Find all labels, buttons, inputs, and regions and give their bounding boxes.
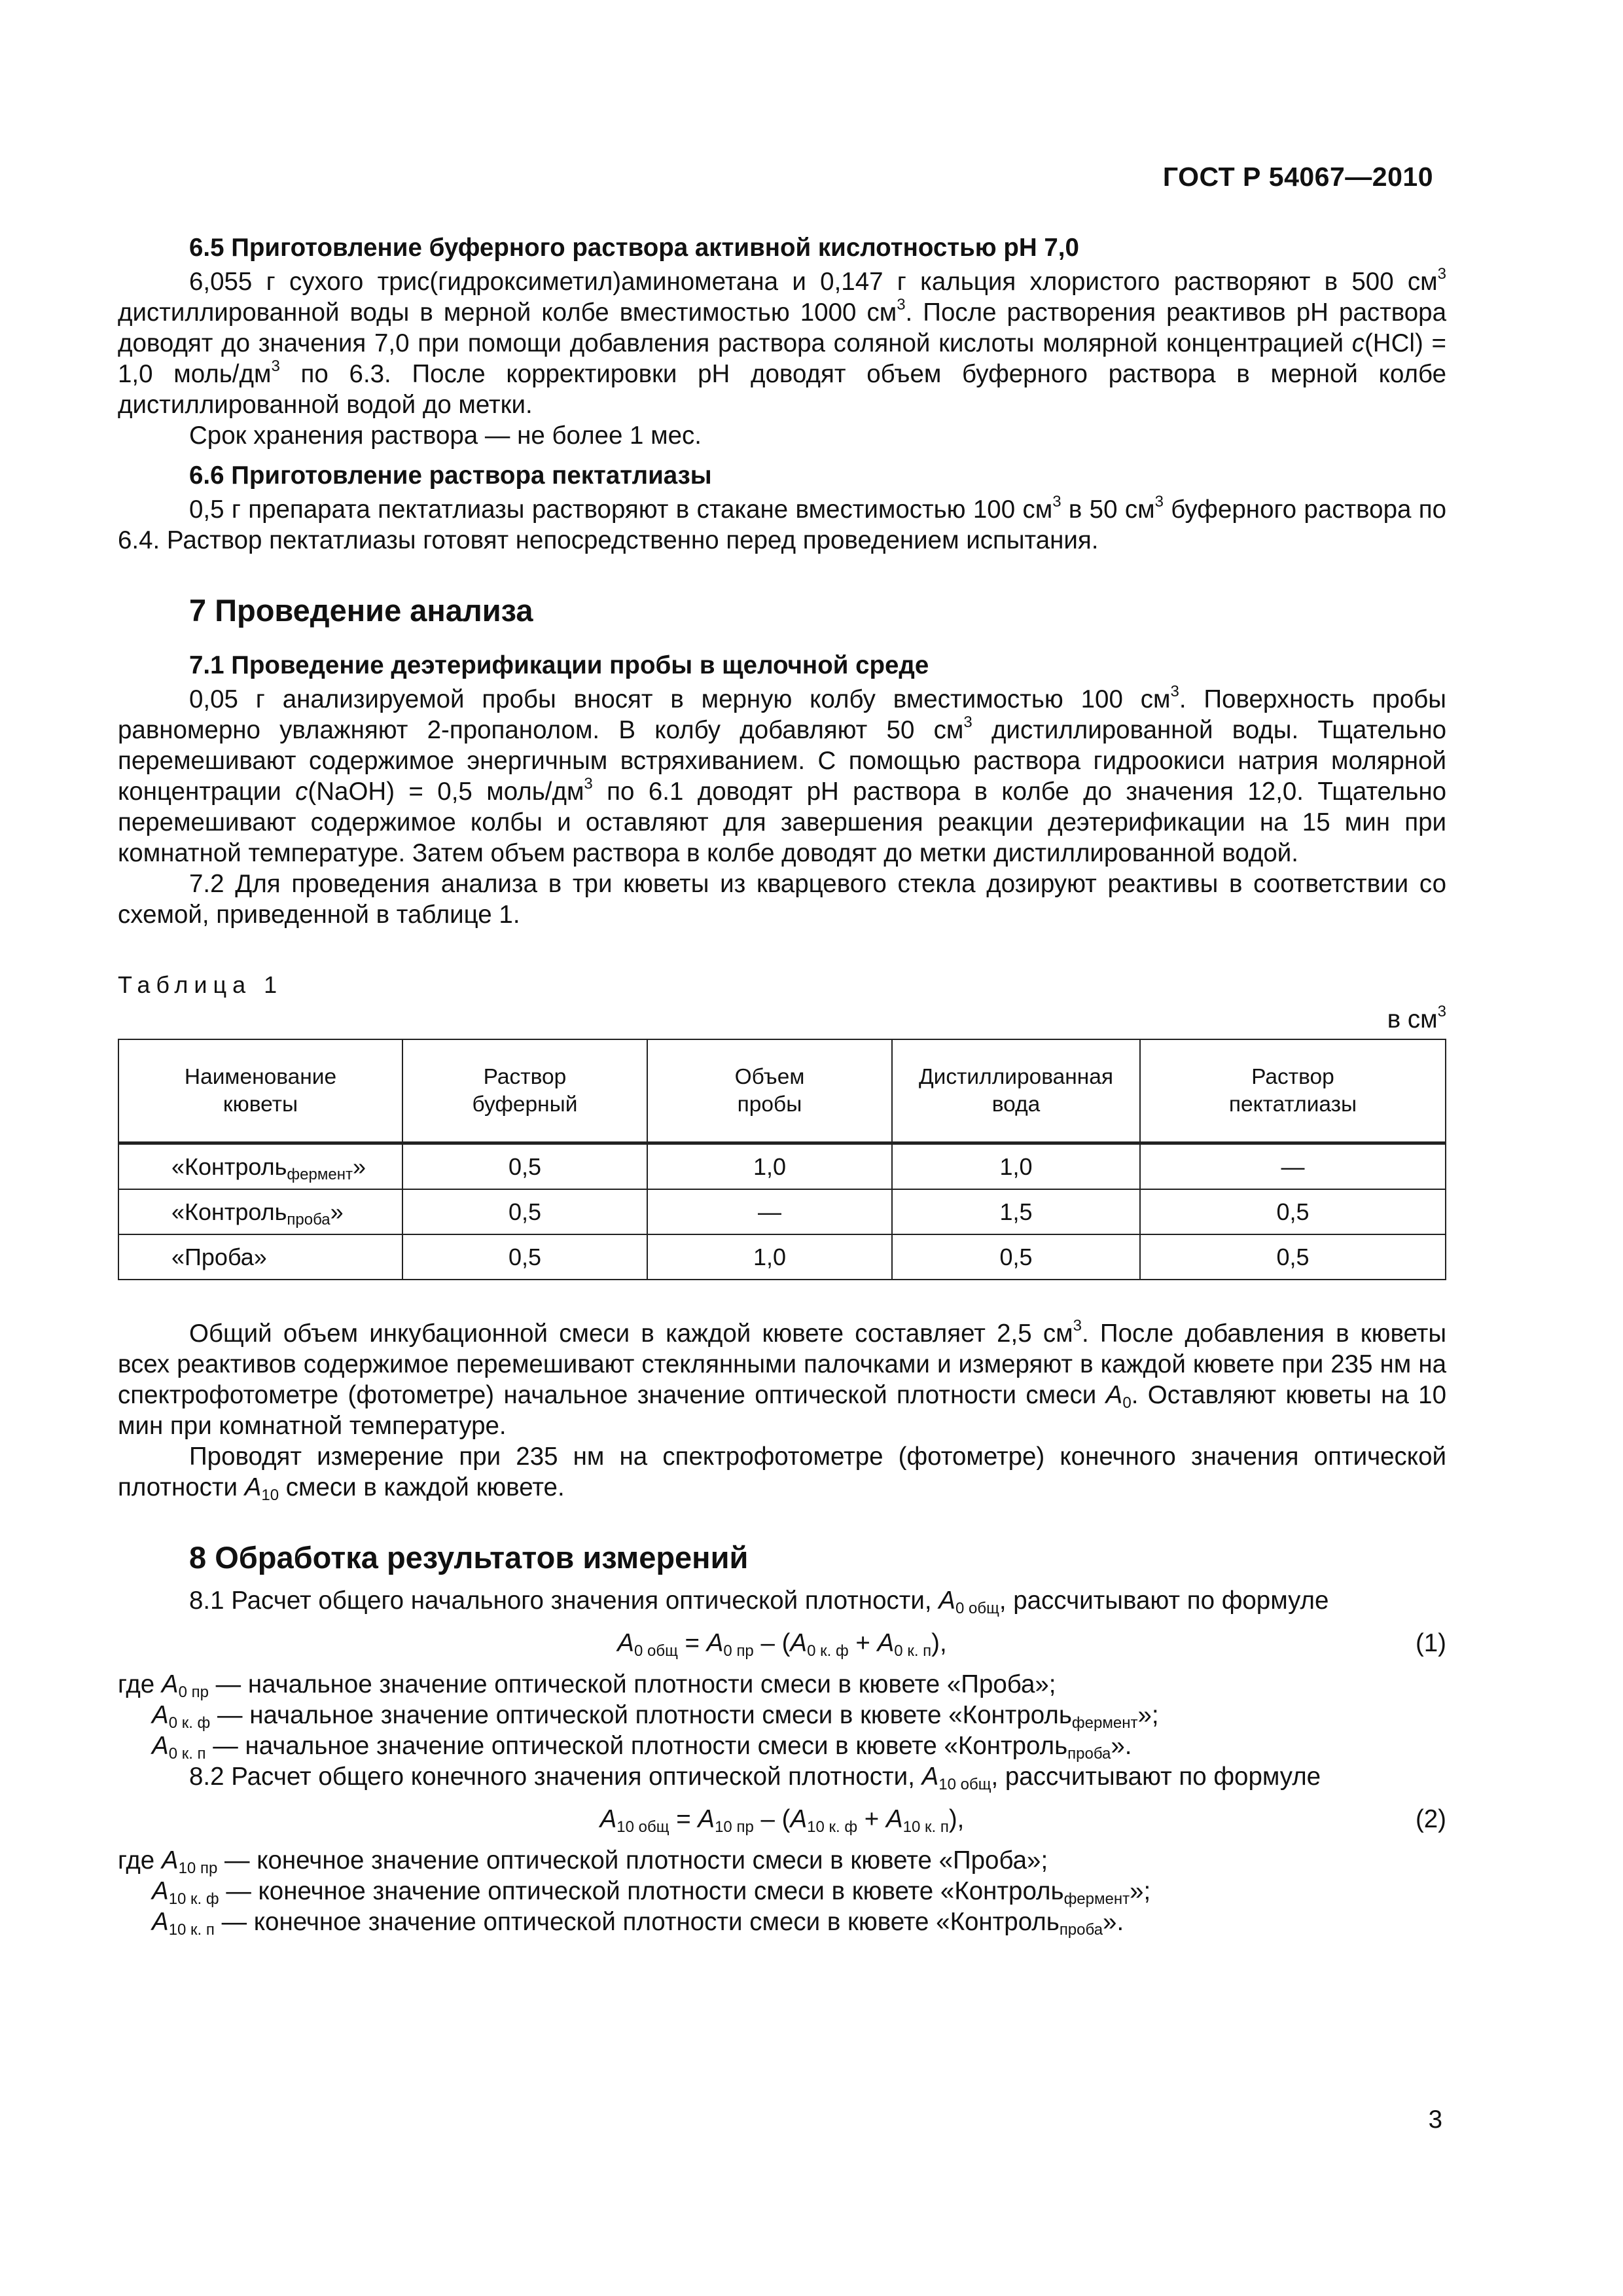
section-6-6-paragraph: 0,5 г препарата пектатлиазы растворяют в стакане вместимостью 100 $см^3$ в 50 $см^3$ буферного раствора по 6.4. Раствор пектатлиазы готовят непосредственно перед проведением испытания. xyxy=(118,493,1446,554)
section-6-5-storage: Срок хранения раствора — не более 1 мес. xyxy=(189,422,702,450)
header-cell: Объем пробы xyxy=(647,1039,892,1143)
table-cell: 1,0 xyxy=(647,1143,892,1190)
header-cell: Дистиллированная вода xyxy=(892,1039,1140,1143)
section-8-2-paragraph: 8.2 Расчет общего конечного значения оптической плотности, $A_{10 общ}$, рассчитывают по формуле xyxy=(189,1763,1321,1793)
cuvette-name: «Контроль$_{проба}$» xyxy=(118,1189,402,1234)
document-code: ГОСТ Р 54067—2010 xyxy=(1162,162,1433,192)
section-6-6-title: 6.6 Приготовление раствора пектатлиазы xyxy=(189,461,712,490)
table-cell: 0,5 xyxy=(1140,1234,1446,1280)
header-cell: Раствор пектатлиазы xyxy=(1140,1039,1446,1143)
table-row xyxy=(118,1234,1446,1280)
section-7-title: 7 Проведение анализа xyxy=(189,593,533,628)
section-7-1-title: 7.1 Проведение деэтерификации пробы в щелочной среде xyxy=(189,651,929,679)
table-cell: 0,5 xyxy=(1140,1189,1446,1234)
table-cell: — xyxy=(1140,1143,1446,1190)
section-7-1-paragraph: 0,05 г анализируемой пробы вносят в мерную колбу вместимостью 100 $см^3$. Поверхность пробы равномерно увлажняют 2-пропанолом. В колбу добавляют 50 $см^3$ дистиллированной воды. Тщательно перемешивают содержимое энергичным встряхиванием. С помощью раствора гидроокиси натрия молярной концентрации c(NaOH) = 0,5 моль/$дм^3$ по 6.1 доводят pH раствора в колбе до значения 12,0. Тщательно перемешивают содержимое колбы и оставляют для завершения реакции деэтерификации на 15 мин при комнатной температуре. Затем объем раствора в колбе доводят до метки дистиллированной водой. xyxy=(118,683,1446,867)
table-row xyxy=(118,1143,1446,1190)
formula-1-where-3: $A_{0 к. п}$ — начальное значение оптической плотности смеси в кювете «Контроль$_{проба}$». xyxy=(152,1732,1132,1763)
table-cell: 1,5 xyxy=(892,1189,1140,1234)
section-6-5-paragraph: 6,055 г сухого трис(гидроксиметил)аминометана и 0,147 г кальция хлористого растворяют в 500 $см^3$ дистиллированной воды в мерной колбе вместимостью 1000 $см^3$. После растворения реактивов pH раствора доводят до значения 7,0 при помощи добавления раствора соляной кислоты молярной концентрацией c(HCl) = 1,0 моль/$дм^3$ по 6.3. После корректировки pH доводят объем буферного раствора в мерной колбе дистиллированной водой до метки. xyxy=(118,265,1447,419)
table-caption: Таблица 1 xyxy=(118,971,283,998)
table-cell: 0,5 xyxy=(892,1234,1140,1280)
table-cell: 0,5 xyxy=(402,1234,647,1280)
formula-2-where-2: $A_{10 к. ф}$ — конечное значение оптической плотности смеси в кювете «Контроль$_{фермент}$»; xyxy=(152,1877,1151,1908)
table-cell: 0,5 xyxy=(402,1189,647,1234)
cuvette-name: «Контроль$_{фермент}$» xyxy=(118,1143,402,1190)
formula-1-where-1: где $A_{0 пр}$ — начальное значение оптической плотности смеси в кювете «Проба»; xyxy=(118,1670,1056,1701)
reagent-table xyxy=(118,1039,1446,1280)
section-6-5-title: 6.5 Приготовление буферного раствора активной кислотностью pH 7,0 xyxy=(189,234,1079,262)
formula-1-expression: $A_{0 общ} = A_{0 пр} - (A_{0 к. ф} + A_{0 к. п})$, xyxy=(617,1629,947,1660)
section-8-title: 8 Обработка результатов измерений xyxy=(189,1540,749,1575)
header-cell: Раствор буферный xyxy=(402,1039,647,1143)
formula-2-where-3: $A_{10 к. п}$ — конечное значение оптической плотности смеси в кювете «Контроль$_{проба}$». xyxy=(152,1908,1124,1939)
formula-1 xyxy=(118,1628,1446,1659)
section-7-2-paragraph: 7.2 Для проведения анализа в три кюветы из кварцевого стекла дозируют реактивы в соответствии со схемой, приведенной в таблице 1. xyxy=(118,870,1446,929)
header-cell: Наименование кюветы xyxy=(118,1039,402,1143)
table-cell: 0,5 xyxy=(402,1143,647,1190)
section-8-1-paragraph: 8.1 Расчет общего начального значения оптической плотности, $A_{0 общ}$, рассчитывают по формуле xyxy=(189,1587,1329,1617)
formula-1-number: (1) xyxy=(1415,1629,1446,1657)
formula-2 xyxy=(118,1804,1446,1835)
document-body xyxy=(118,232,1446,1937)
formula-2-where-1: где $A_{10 пр}$ — конечное значение оптической плотности смеси в кювете «Проба»; xyxy=(118,1846,1048,1877)
table-cell: 1,0 xyxy=(647,1234,892,1280)
formula-2-number: (2) xyxy=(1415,1805,1446,1833)
page-number: 3 xyxy=(1428,2106,1442,2134)
table-cell: 1,0 xyxy=(892,1143,1140,1190)
incubation-paragraph: Общий объем инкубационной смеси в каждой кювете составляет 2,5 $см^3$. После добавления в кюветы всех реактивов содержимое перемешивают стеклянными палочками и измеряют в каждой кювете при 235 нм на спектрофотометре (фотометре) начальное значение оптической плотности смеси $A_0$. Оставляют кюветы на 10 мин при комнатной температуре. xyxy=(118,1317,1446,1440)
final-measure-paragraph: Проводят измерение при 235 нм на спектрофотометре (фотометре) конечного значения оптической плотности $A_{10}$ смеси в каждой кювете. xyxy=(118,1443,1446,1504)
cuvette-name: «Проба» xyxy=(118,1234,402,1280)
formula-2-expression: $A_{10 общ} = A_{10 пр} - (A_{10 к. ф} + A_{10 к. п})$, xyxy=(599,1805,965,1836)
table-row xyxy=(118,1189,1446,1234)
formula-1-where-2: $A_{0 к. ф}$ — начальное значение оптической плотности смеси в кювете «Контроль$_{фермент}$»; xyxy=(152,1701,1159,1732)
table-unit: в $см^3$ xyxy=(1387,1003,1446,1033)
table-header-row xyxy=(118,1039,1446,1143)
table-cell: — xyxy=(647,1189,892,1234)
